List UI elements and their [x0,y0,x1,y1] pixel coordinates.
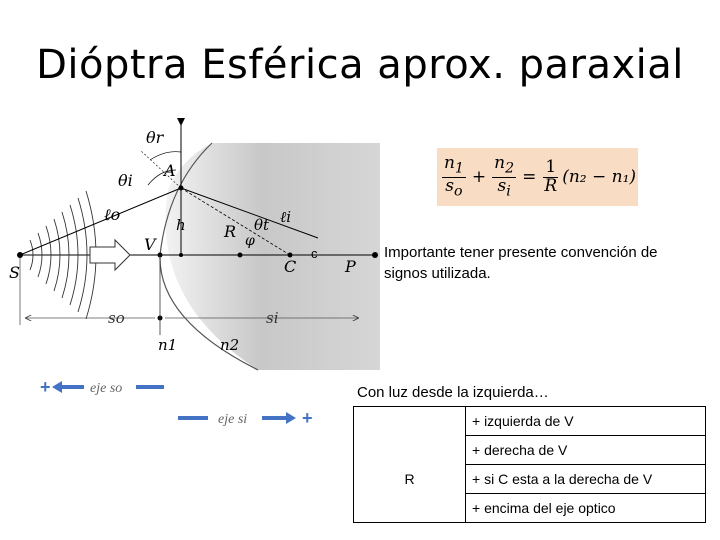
convention-note: Importante tener presente convención de signos utilizada. [384,244,658,282]
label-h: h [176,216,186,234]
label-S: S [9,263,20,282]
label-theta-r: θr [146,128,164,147]
label-n1: n1 [158,336,178,354]
table-row [354,436,706,465]
label-P: P [345,257,356,276]
table-cell: + izquierda de V [466,407,706,436]
sign-convention-table [353,406,706,523]
si-axis-label: eje si [218,412,248,427]
label-n2: n2 [220,336,240,354]
incident-ray [20,188,181,255]
label-V: V [144,235,156,254]
label-R: R [224,222,237,241]
label-so: so [108,309,125,327]
formula-rhs: (n₂ − n₁) [562,167,637,187]
label-si: si [266,309,279,327]
table-row [354,465,706,494]
so-plus-sign: + [40,377,51,397]
table-row [354,494,706,523]
condition-title: Con luz desde la izquierda… [357,384,549,401]
label-theta-t: θt [254,216,270,234]
label-lo: ℓo [104,205,121,224]
label-c-small: c [311,246,318,261]
label-C: C [284,257,297,276]
label-theta-i: θi [118,171,133,190]
table-row [354,407,706,436]
slide-title: Dióptra Esférica aprox. paraxial [36,42,684,88]
table-cell: + encima del eje optico [466,494,706,523]
dioptra-formula: $\frac{n_1}{s_o}$ + $\frac{n_2}{s_i}$ = $\frac{1}{R}$ (n₂ − n₁) [437,148,638,206]
label-phi: φ [245,233,255,249]
table-cell: + derecha de V [466,436,706,465]
label-A: A [164,161,176,180]
si-plus-sign: + [302,408,313,428]
table-cell: + si C esta a la derecha de V [466,465,706,494]
so-axis-label: eje so [90,381,123,396]
table-r-label: R [354,465,466,494]
label-li: ℓi [280,208,292,226]
